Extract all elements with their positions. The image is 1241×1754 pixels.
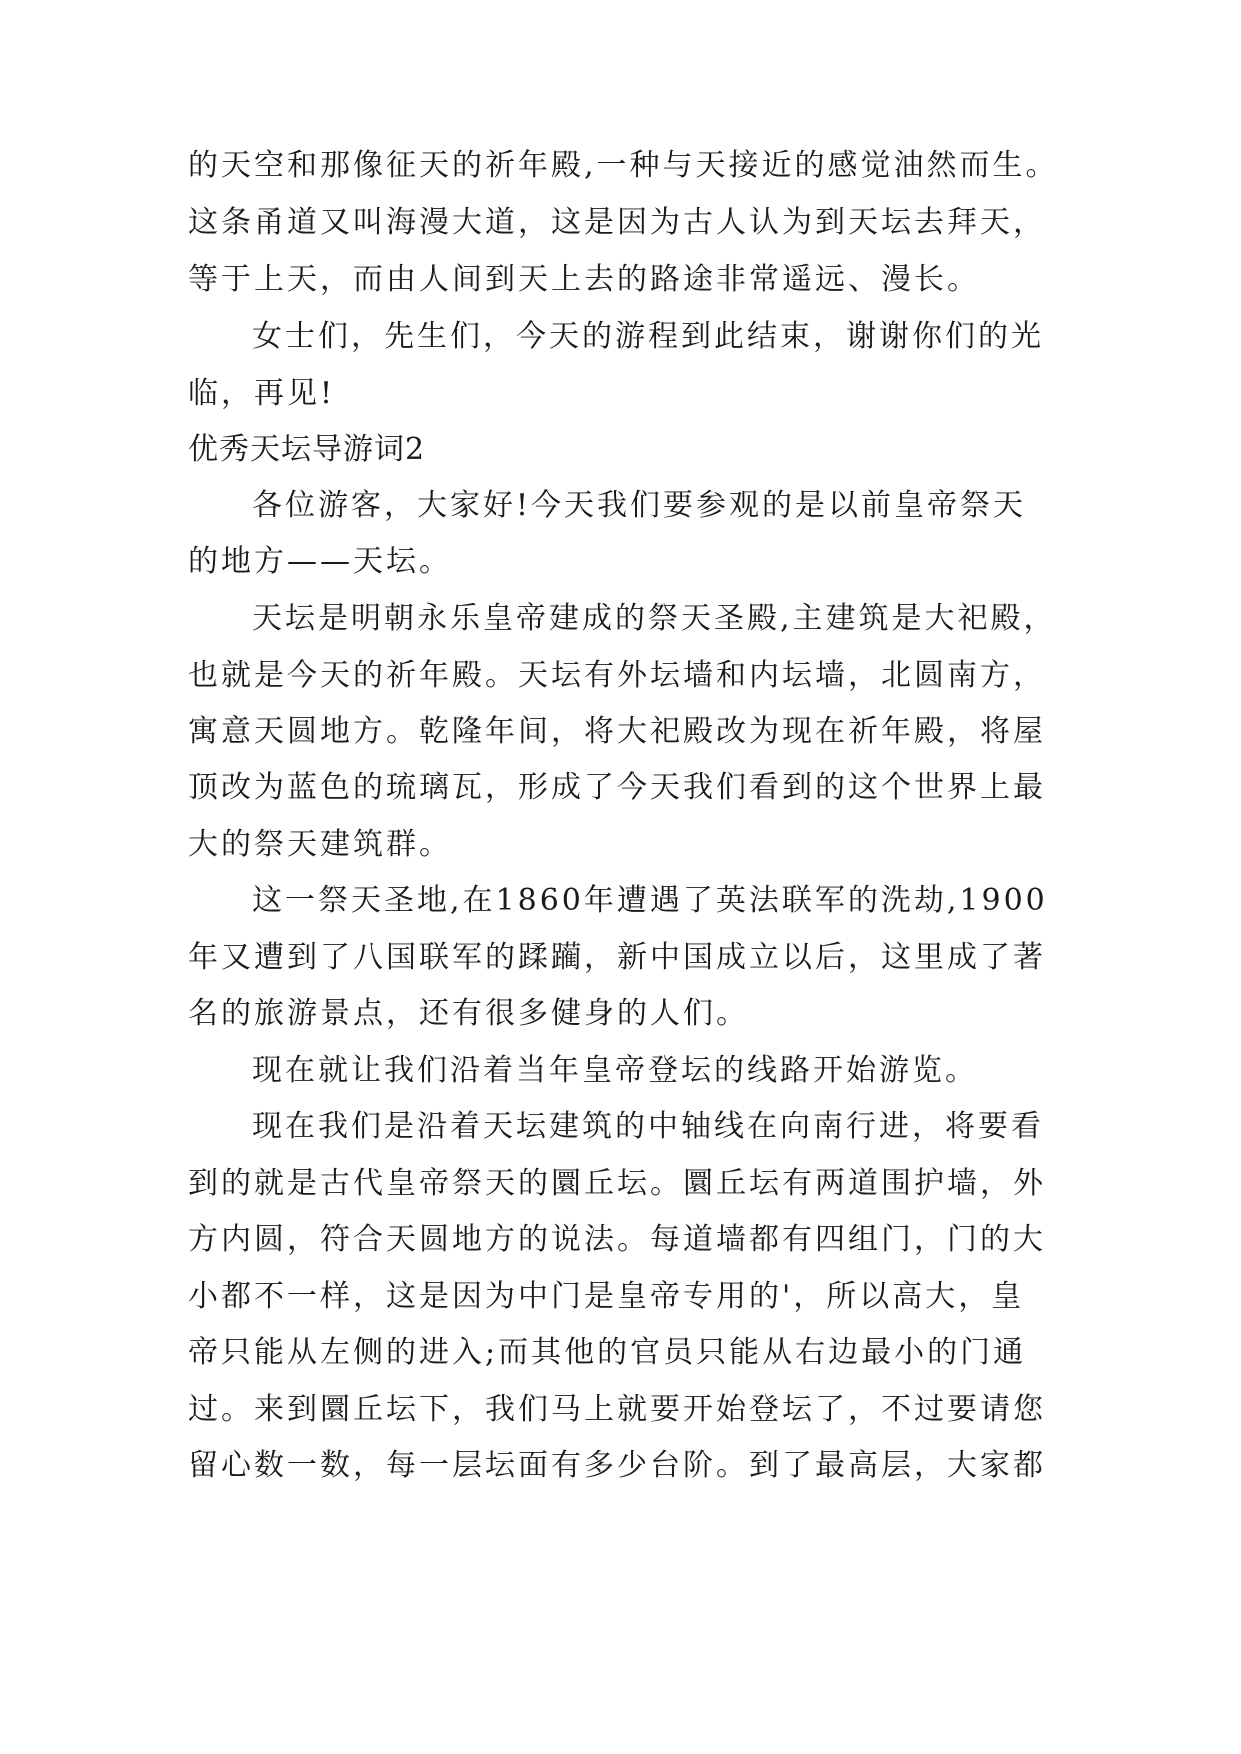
text-line: 临，再见! xyxy=(188,376,336,411)
text-line: 到的就是古代皇帝祭天的圜丘坛。圜丘坛有两道围护墙，外 xyxy=(188,1166,1046,1201)
text-line: 顶改为蓝色的琉璃瓦，形成了今天我们看到的这个世界上最 xyxy=(188,770,1046,805)
text-line: 等于上天，而由人间到天上去的路途非常遥远、漫长。 xyxy=(188,262,980,297)
text-line: 的天空和那像征天的祈年殿,一种与天接近的感觉油然而生。 xyxy=(188,148,1059,183)
paragraph-start: 天坛是明朝永乐皇帝建成的祭天圣殿,主建筑是大祀殿， xyxy=(252,601,1057,636)
text-line: 大的祭天建筑群。 xyxy=(188,827,452,862)
paragraph-start: 现在就让我们沿着当年皇帝登坛的线路开始游览。 xyxy=(252,1053,978,1088)
text-line: 年又遭到了八国联军的蹂躏，新中国成立以后，这里成了著 xyxy=(188,940,1046,975)
text-line: 寓意天圆地方。乾隆年间，将大祀殿改为现在祈年殿，将屋 xyxy=(188,714,1046,749)
paragraph-start: 这一祭天圣地,在1860年遭遇了英法联军的洗劫,1900 xyxy=(252,883,1048,918)
section-heading: 优秀天坛导游词2 xyxy=(188,432,426,467)
text-line: 小都不一样，这是因为中门是皇帝专用的'，所以高大，皇 xyxy=(188,1279,1025,1314)
text-line: 也就是今天的祈年殿。天坛有外坛墙和内坛墙，北圆南方， xyxy=(188,658,1046,693)
text-line: 帝只能从左侧的进入;而其他的官员只能从右边最小的门通 xyxy=(188,1335,1027,1370)
text-line: 方内圆，符合天圆地方的说法。每道墙都有四组门，门的大 xyxy=(188,1222,1046,1257)
paragraph-start: 女士们，先生们，今天的游程到此结束，谢谢你们的光 xyxy=(252,319,1044,354)
paragraph-start: 各位游客，大家好!今天我们要参观的是以前皇帝祭天 xyxy=(252,488,1027,523)
text-line: 过。来到圜丘坛下，我们马上就要开始登坛了，不过要请您 xyxy=(188,1392,1046,1427)
paragraph-start: 现在我们是沿着天坛建筑的中轴线在向南行进，将要看 xyxy=(252,1109,1044,1144)
text-line: 名的旅游景点，还有很多健身的人们。 xyxy=(188,996,749,1031)
text-line: 留心数一数，每一层坛面有多少台阶。到了最高层，大家都 xyxy=(188,1448,1046,1483)
text-line: 的地方——天坛。 xyxy=(188,544,452,579)
text-line: 这条甬道又叫海漫大道，这是因为古人认为到天坛去拜天， xyxy=(188,205,1046,240)
